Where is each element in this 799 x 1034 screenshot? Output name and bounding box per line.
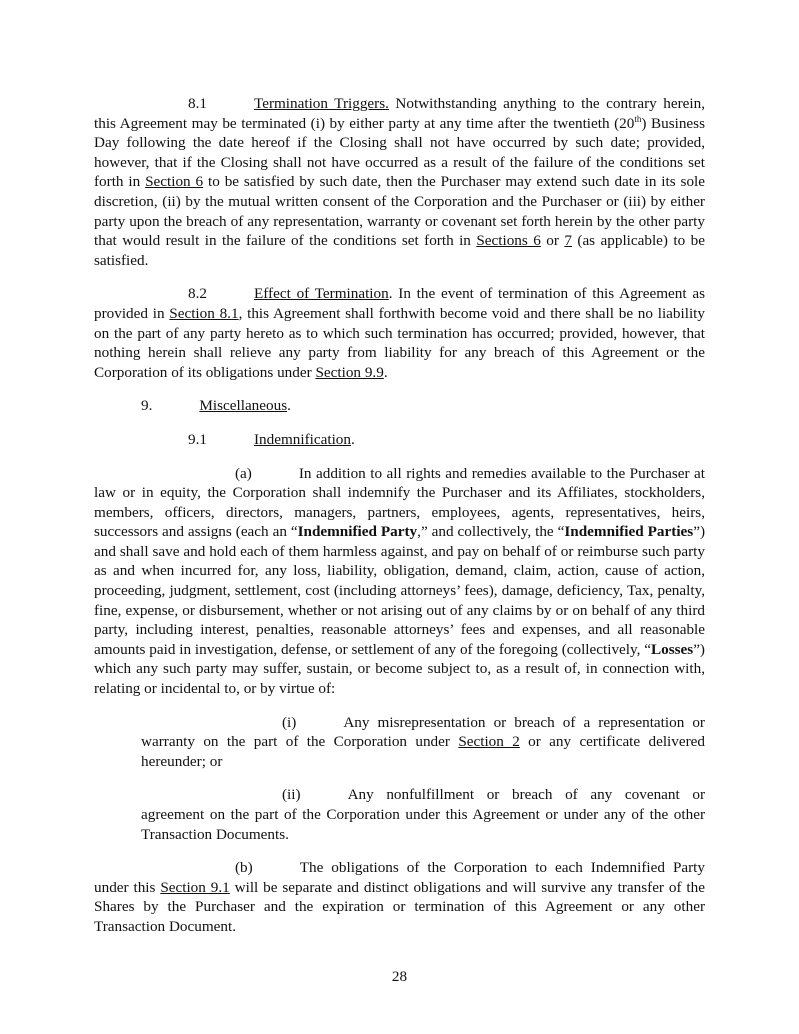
section-heading: Indemnification (253, 430, 351, 448)
section-heading: Termination Triggers. (253, 95, 389, 112)
section-9-1-a-i: (i) Any misrepresentation or breach of a representation or warranty on the part of the Corporation under Section 2 or any certificate delivered hereunder; or (141, 713, 705, 770)
section-number: 8.1 (188, 95, 207, 112)
cross-reference: Section 2 (458, 733, 520, 751)
defined-term: Losses (650, 640, 694, 658)
clause-number: (i) (282, 713, 297, 731)
page-number: 28 (391, 968, 408, 985)
section-number: 9.1 (188, 430, 207, 448)
section-heading: Miscellaneous (199, 397, 288, 415)
clause-number: (ii) (282, 786, 301, 804)
section-8-1: 8.1 Termination Triggers. Notwithstanding anything to the contrary herein, this Agreement may be terminated (i) by either party at any time after the twentieth (20th) Business Day following the date hereof if the Closing shall not have occurred by such date; provided, however, that if the Closing shall not have occurred as a result of the failure of the conditions set forth in Section 6 to be satisfied by such date, then the Purchaser may extend such date in its sole discretion, (ii) by the mutual written consent of the Corporation and the Purchaser or (iii) by either party upon the breach of any representation, warranty or covenant set forth herein by the other party that would result in the failure of the conditions set forth in Sections 6 or 7 (as applicable) to be satisfied. (94, 95, 706, 269)
section-9-1-a: (a) In addition to all rights and remedies available to the Purchaser at law or in equity, the Corporation shall indemnify the Purchaser and its Affiliates, stockholders, members, officers, directors, managers, partners, employees, agents, representatives, heirs, successors and assigns (each an “Indemnified Party,” and collectively, the “Indemnified Parties”) and shall save and hold each of them harmless against, and pay on behalf of or reimburse such party as and when incurred for, any loss, liability, obligation, demand, claim, action, cause of action, proceeding, judgment, settlement, cost (including attorneys’ fees), damage, deficiency, Tax, penalty, fine, expense, or disbursement, whether or not arising out of any claims by or on behalf of any third party, including interest, penalties, reasonable attorneys’ fees and expenses, and all reasonable amounts paid in investigation, defense, or settlement of any of the foregoing (collectively, “Losses”) which any such party may suffer, sustain, or become subject to, as a result of, in connection with, relating or incidental to, or by virtue of: (94, 464, 706, 698)
section-9: 9. Miscellaneous. (141, 397, 291, 415)
document-body (94, 94, 705, 951)
cross-reference: Sections 6 (476, 232, 541, 250)
cross-reference: Section 9.9 (315, 363, 384, 381)
section-9-1-a-ii: (ii) Any nonfulfillment or breach of any covenant or agreement on the part of the Corporation under this Agreement or under any of the other Transaction Documents. (141, 786, 705, 843)
section-number: 8.2 (188, 285, 207, 303)
defined-term: Indemnified Parties (564, 523, 694, 541)
section-heading: Effect of Termination (253, 285, 389, 303)
section-9-1-b: (b) The obligations of the Corporation to each Indemnified Party under this Section 9.1 will be separate and distinct obligations and will survive any transfer of the Shares by the Purchaser and the expiration or termination of this Agreement or any other Transaction Document. (94, 859, 705, 935)
cross-reference: Section 6 (145, 173, 204, 191)
cross-reference: Section 8.1 (169, 304, 239, 322)
cross-reference: 7 (564, 232, 572, 250)
cross-reference: Section 9.1 (160, 878, 230, 896)
clause-number: (a) (235, 464, 252, 482)
section-8-2: 8.2 Effect of Termination. In the event of termination of this Agreement as provided in Section 8.1, this Agreement shall forthwith become void and there shall be no liability on the part of any party hereto as to which such termination has occurred; provided, however, that nothing herein shall relieve any party from liability for any breach of this Agreement or the Corporation of its obligations under Section 9.9. (94, 285, 705, 381)
defined-term: Indemnified Party (297, 523, 418, 541)
section-number: 9. (141, 397, 153, 415)
clause-number: (b) (235, 859, 253, 877)
section-9-1: 9.1 Indemnification. (188, 430, 355, 448)
